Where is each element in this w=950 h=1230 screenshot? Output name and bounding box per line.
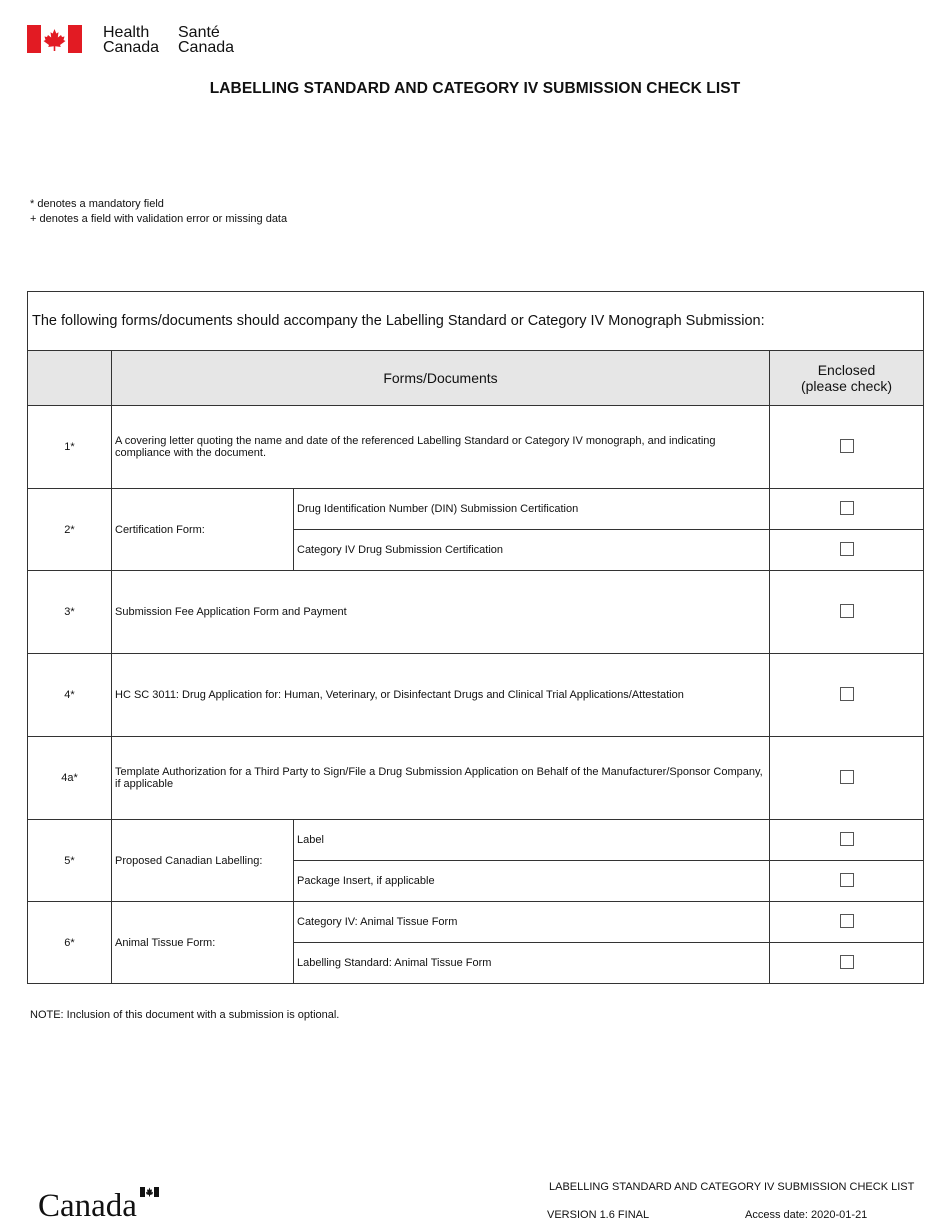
enclosed-checkbox[interactable]	[840, 873, 854, 887]
legend-mandatory: * denotes a mandatory field	[30, 198, 164, 210]
enclosed-checkbox[interactable]	[840, 914, 854, 928]
org-name-en-line1: Health	[103, 24, 150, 41]
header-number-cell	[28, 351, 112, 406]
row-number: 6*	[28, 902, 112, 984]
table-row	[28, 654, 924, 737]
footer-access-date: Access date: 2020-01-21	[745, 1209, 868, 1221]
enclosed-checkbox[interactable]	[840, 955, 854, 969]
header-enclosed-line2: (please check)	[800, 378, 893, 394]
table-row	[28, 820, 924, 861]
row-number: 4*	[28, 654, 112, 737]
canada-wordmark-text: Canada	[38, 1188, 137, 1219]
row-label: Animal Tissue Form:	[112, 902, 294, 984]
row-sub-description: Labelling Standard: Animal Tissue Form	[294, 943, 770, 984]
table-row	[28, 571, 924, 654]
enclosed-checkbox[interactable]	[840, 687, 854, 701]
row-description: HC SC 3011: Drug Application for: Human, Veterinary, or Disinfectant Drugs and Clinical Trial Applications/Attestation	[112, 654, 770, 737]
org-name-fr-line2: Canada	[178, 39, 235, 56]
row-label: Certification Form:	[112, 489, 294, 571]
row-description: Template Authorization for a Third Party to Sign/File a Drug Submission Application on Behalf of the Manufacturer/Sponsor Company, if applicable	[112, 737, 770, 820]
org-name-en-line2: Canada	[103, 39, 160, 56]
row-number: 1*	[28, 406, 112, 489]
org-name-fr-line1: Santé	[178, 24, 220, 41]
enclosed-checkbox[interactable]	[840, 501, 854, 515]
row-sub-description: Label	[294, 820, 770, 861]
footer-title: LABELLING STANDARD AND CATEGORY IV SUBMISSION CHECK LIST	[549, 1181, 915, 1193]
enclosed-checkbox[interactable]	[840, 832, 854, 846]
row-number: 4a*	[28, 737, 112, 820]
row-label: Proposed Canadian Labelling:	[112, 820, 294, 902]
enclosed-checkbox[interactable]	[840, 770, 854, 784]
wordmark-flag-icon	[140, 1187, 159, 1197]
legend-error: + denotes a field with validation error or missing data	[30, 213, 288, 225]
page-title: LABELLING STANDARD AND CATEGORY IV SUBMISSION CHECK LIST	[209, 80, 741, 97]
header-enclosed-line1: Enclosed	[817, 362, 876, 378]
table-intro: The following forms/documents should accompany the Labelling Standard or Category IV Monograph Submission:	[28, 292, 924, 351]
canada-wordmark-logo	[38, 1185, 163, 1219]
row-sub-description: Drug Identification Number (DIN) Submission Certification	[294, 489, 770, 530]
row-sub-description: Category IV: Animal Tissue Form	[294, 902, 770, 943]
row-number: 2*	[28, 489, 112, 571]
header-enclosed	[770, 351, 924, 406]
row-description: Submission Fee Application Form and Payment	[112, 571, 770, 654]
row-number: 5*	[28, 820, 112, 902]
enclosed-checkbox[interactable]	[840, 542, 854, 556]
row-sub-description: Category IV Drug Submission Certification	[294, 530, 770, 571]
row-description: A covering letter quoting the name and date of the referenced Labelling Standard or Category IV monograph, and indicating compliance with the document.	[112, 406, 770, 489]
enclosed-checkbox[interactable]	[840, 439, 854, 453]
enclosed-checkbox[interactable]	[840, 604, 854, 618]
checklist-table	[27, 291, 924, 984]
row-number: 3*	[28, 571, 112, 654]
table-row	[28, 489, 924, 530]
row-sub-description: Package Insert, if applicable	[294, 861, 770, 902]
table-row	[28, 406, 924, 489]
optional-note: NOTE: Inclusion of this document with a submission is optional.	[30, 1009, 340, 1021]
header-forms: Forms/Documents	[112, 351, 770, 406]
canada-flag-icon	[27, 25, 82, 53]
table-row	[28, 737, 924, 820]
footer-version: VERSION 1.6 FINAL	[547, 1209, 650, 1221]
table-row	[28, 902, 924, 943]
